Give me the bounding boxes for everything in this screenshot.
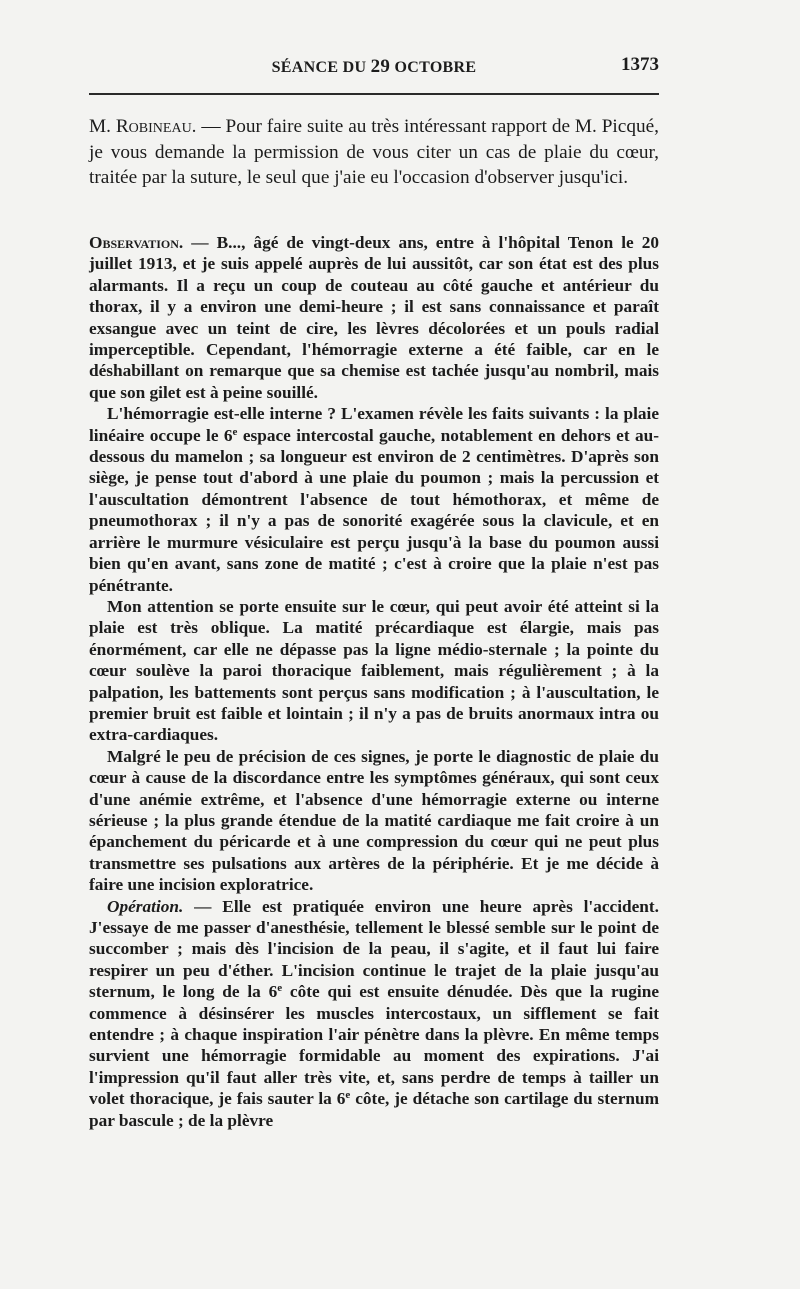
p5-superscript-2: e xyxy=(345,1089,351,1102)
title-part-2: OCTOBRE xyxy=(390,59,477,76)
title-part-1: SÉANCE DU xyxy=(271,59,371,76)
observation-paragraph-3: Mon attention se porte ensuite sur le cœur, qui peut avoir été atteint si la plaie est très oblique. La matité précardiaque est élargie, mais pas énormément, car elle ne dépasse pas la ligne médio-sternale ; la pointe du cœur soulève la paroi thoracique faiblement, mais régulièrement ; à la palpation, les battements sont perçus sans modification ; à l'auscultation, le premier bruit est faible et lointain ; il n'y a pas de bruits anormaux intra ou extra-cardiaques. xyxy=(89,596,659,745)
running-header xyxy=(89,56,659,82)
observation-label: Observation. xyxy=(89,233,184,252)
p2-superscript: e xyxy=(232,425,238,438)
operation-label: Opération. xyxy=(107,896,184,916)
intro-text: — Pour faire suite au très intéressant rapport de M. Picqué, je vous demande la permission de vous citer un cas de plaie du cœur, traitée par la suture, le seul que j'aie eu l'occasion d'observer jusqu'ici. xyxy=(89,116,659,188)
title-day: 29 xyxy=(370,56,391,77)
p2-text-b: espace intercostal gauche, notablement en dehors et au-dessous du mamelon ; sa longueur est environ de 2 centimètres. D'après son siège, je pense tout d'abord à une plaie du poumon ; mais la percussion et l'auscultation démontrent l'absence de tout hémothorax, et même de pneumothorax ; il n'y a pas de sonorité exagérée sous la clavicule, et en arrière le murmure vésiculaire est perçu jusqu'à la base du poumon aussi bien qu'en avant, sans zone de matité ; c'est à croire que la plaie n'est pas pénétrante. xyxy=(89,425,659,595)
p5-superscript-1: e xyxy=(277,982,283,995)
observation-paragraph-4: Malgré le peu de précision de ces signes, je porte le diagnostic de plaie du cœur à cause de la discordance entre les symptômes généraux, qui sont ceux d'une anémie extrême, et l'absence d'une hémorragie externe ou interne sérieuse ; la plus grande étendue de la matité cardiaque me fait croire à un épanchement du péricarde et à une compression du cœur qui ne peut plus transmettre ses pulsations aux artères de la périphérie. Et je me décide à faire une incision exploratrice. xyxy=(89,746,659,895)
observation-text-1: — B..., âgé de vingt-deux ans, entre à l'hôpital Tenon le 20 juillet 1913, et je suis appelé auprès de lui aussitôt, car son état est des plus alarmants. Il a reçu un coup de couteau au côté gauche et antérieur du thorax, il y a environ une demi-heure ; il est sans connaissance et paraît exsangue avec un teint de cire, les lèvres décolorées et un pouls radial imperceptible. Cependant, l'hémorragie externe a été faible, car en le déshabillant on remarque que sa chemise est tachée jusqu'au nombril, mais que son gilet est à peine souillé. xyxy=(89,233,659,402)
p5-text-a: — Elle est pratiquée environ une heure après l'accident. J'essaye de me passer d'anesthésie, tellement le blessé semble sur le point de succomber ; mais dès l'incision de la peau, il s'agite, et il faut lui faire respirer un peu d'éther. L'incision continue le trajet de la plaie jusqu'au sternum, le long de la 6 xyxy=(89,896,659,1002)
header-rule xyxy=(89,93,659,95)
p5-text-b: côte qui est ensuite dénudée. Dès que la rugine commence à désinsérer les muscles intercostaux, un sifflement se fait entendre ; à chaque inspiration l'air pénètre dans la plèvre. En même temps survient une hémorragie formidable au moment des expirations. J'ai l'impression qu'il faut aller très vite, et, sans perdre de temps à tailler un volet thoracique, je fais sauter la 6 xyxy=(89,982,660,1109)
operation-paragraph xyxy=(89,896,659,1131)
observation-paragraph-1 xyxy=(89,232,659,403)
observation-paragraph-2 xyxy=(89,403,659,596)
speaker-name: M. Robineau. xyxy=(89,116,197,137)
p5-text-c: côte, je détache son cartilage du sternum par bascule ; de la plèvre xyxy=(89,1089,659,1130)
observation-section xyxy=(89,232,659,1131)
running-title xyxy=(89,56,659,78)
p2-text-a: L'hémorragie est-elle interne ? L'examen révèle les faits suivants : la plaie linéaire occupe le 6 xyxy=(89,404,659,445)
page-number: 1373 xyxy=(621,54,659,75)
intro-paragraph xyxy=(89,114,659,191)
